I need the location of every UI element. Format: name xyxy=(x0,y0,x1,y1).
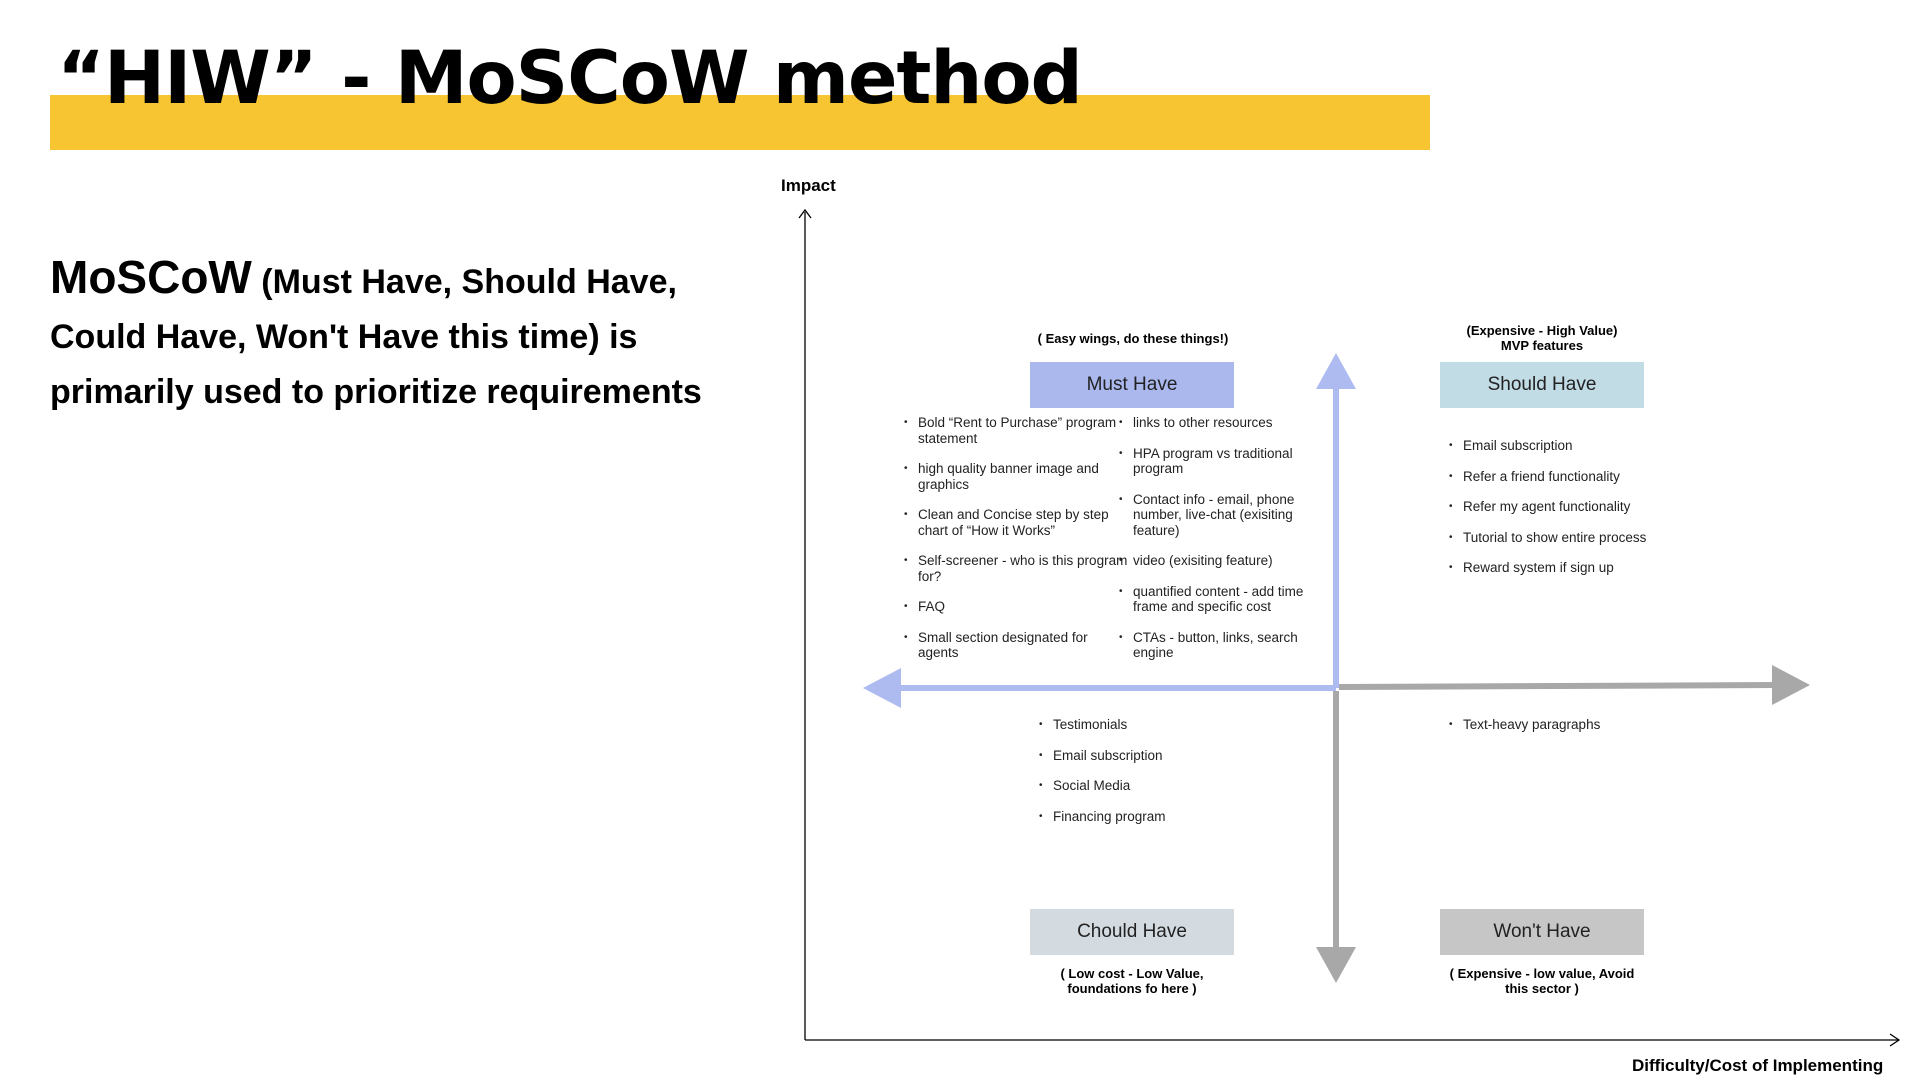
must-have-label: Must Have xyxy=(1030,362,1234,408)
should-have-note: (Expensive - High Value) MVP features xyxy=(1466,323,1618,353)
should-have-label: Should Have xyxy=(1440,362,1644,408)
list-item: • FAQ xyxy=(918,599,1128,615)
list-item: • Refer my agent functionality xyxy=(1463,499,1663,515)
page-title: “HIW” - MoSCoW method xyxy=(57,36,1082,121)
list-item: • Email subscription xyxy=(1053,748,1253,764)
list-item: • Text-heavy paragraphs xyxy=(1463,717,1663,733)
intro-lead: MoSCoW xyxy=(50,251,252,303)
could-have-label: Chould Have xyxy=(1030,909,1234,955)
wont-have-label: Won't Have xyxy=(1440,909,1644,955)
arrow-right-shaft xyxy=(1339,685,1775,687)
y-axis-label: Impact xyxy=(781,176,836,195)
list-item: • Self-screener - who is this program for? xyxy=(918,553,1128,584)
list-item: • video (exisiting feature) xyxy=(1133,553,1333,569)
list-item: • high quality banner image and graphics xyxy=(918,461,1128,492)
list-item: • Financing program xyxy=(1053,809,1253,825)
intro-rest: (Must Have, Should Have, Could Have, Won't Have this time) is primarily used to prioritize requirements xyxy=(50,263,702,411)
list-item: • links to other resources xyxy=(1133,415,1333,431)
could-have-list xyxy=(1038,717,1253,839)
must-have-note: ( Easy wings, do these things!) xyxy=(1037,331,1229,346)
wont-have-note: ( Expensive - low value, Avoid this sector ) xyxy=(1449,966,1635,996)
list-item: • Bold “Rent to Purchase” program statement xyxy=(918,415,1128,446)
list-item: • Testimonials xyxy=(1053,717,1253,733)
list-item: • HPA program vs traditional program xyxy=(1133,446,1333,477)
wont-have-list xyxy=(1448,717,1663,748)
list-item: • quantified content - add time frame and specific cost xyxy=(1133,584,1333,615)
arrow-right-head xyxy=(1772,665,1810,705)
list-item: • Email subscription xyxy=(1463,438,1663,454)
x-axis-label: Difficulty/Cost of Implementing xyxy=(1632,1056,1884,1075)
arrow-left-head xyxy=(863,668,901,708)
must-have-list-right xyxy=(1118,415,1333,676)
arrow-down-head xyxy=(1316,947,1356,983)
list-item: • Social Media xyxy=(1053,778,1253,794)
should-have-list xyxy=(1448,438,1663,591)
list-item: • Refer a friend functionality xyxy=(1463,469,1663,485)
list-item: • Small section designated for agents xyxy=(918,630,1128,661)
must-have-list-left xyxy=(903,415,1128,676)
list-item: • Reward system if sign up xyxy=(1463,560,1663,576)
list-item: • CTAs - button, links, search engine xyxy=(1133,630,1333,661)
list-item: • Contact info - email, phone number, live-chat (exisiting feature) xyxy=(1133,492,1333,539)
list-item: • Clean and Concise step by step chart of “How it Works” xyxy=(918,507,1128,538)
could-have-note: ( Low cost - Low Value, foundations fo here ) xyxy=(1060,966,1204,996)
arrow-up-head xyxy=(1316,353,1356,389)
list-item: • Tutorial to show entire process xyxy=(1463,530,1663,546)
